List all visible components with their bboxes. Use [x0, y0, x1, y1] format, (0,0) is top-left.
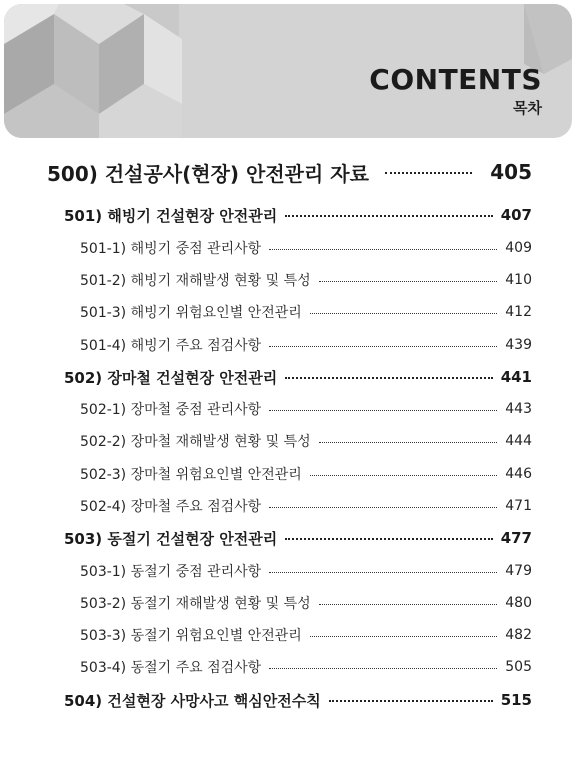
toc-item-504[interactable]	[64, 688, 532, 712]
toc-page: 479	[505, 563, 532, 579]
toc-item-502-3[interactable]	[80, 462, 532, 486]
toc-page: 471	[505, 498, 532, 514]
toc-page: 477	[500, 529, 532, 547]
toc-page: 446	[505, 466, 532, 482]
toc-page: 480	[505, 595, 532, 611]
toc-page: 443	[505, 401, 532, 417]
toc-label: 501-4) 해빙기 주요 점검사항	[80, 338, 262, 354]
leader-dots	[269, 410, 497, 411]
leader-dots	[269, 249, 497, 250]
contents-banner	[4, 4, 572, 138]
toc-item-501-3[interactable]	[80, 300, 532, 324]
leader-dots	[269, 572, 497, 573]
toc-label: 503) 동절기 건설현장 안전관리	[64, 529, 278, 548]
toc-item-501-1[interactable]	[80, 236, 532, 260]
leader-dots	[269, 346, 497, 347]
toc-page: 441	[500, 368, 532, 386]
toc-page: 410	[505, 272, 532, 288]
contents-subtitle: 목차	[513, 99, 542, 117]
toc-page: 444	[505, 433, 532, 449]
leader-dots	[310, 636, 497, 637]
toc-page: 505	[505, 659, 532, 675]
leader-dots	[310, 313, 497, 314]
leader-dots	[285, 215, 492, 217]
contents-title: CONTENTS	[369, 63, 542, 96]
leader-dots	[285, 377, 492, 379]
toc-item-501-4[interactable]	[80, 333, 532, 357]
toc-label: 502-2) 장마철 재해발생 현황 및 특성	[80, 434, 311, 450]
toc-item-503[interactable]	[64, 526, 532, 550]
toc-label: 503-1) 동절기 중점 관리사항	[80, 564, 262, 580]
toc-page: 515	[500, 691, 532, 709]
toc-page: 482	[505, 627, 532, 643]
toc-item-502[interactable]	[64, 365, 532, 389]
toc-item-503-2[interactable]	[80, 591, 532, 615]
toc-label: 501-3) 해빙기 위험요인별 안전관리	[80, 305, 302, 321]
toc-label: 503-2) 동절기 재해발생 현황 및 특성	[80, 596, 311, 612]
toc-label: 501-1) 해빙기 중점 관리사항	[80, 241, 262, 257]
toc-page: 405	[490, 160, 532, 184]
leader-dots	[269, 668, 497, 669]
toc-label: 502-3) 장마철 위험요인별 안전관리	[80, 467, 302, 483]
toc-label: 500) 건설공사(현장) 안전관리 자료	[47, 161, 369, 186]
leader-dots	[329, 700, 493, 702]
toc-label: 502-1) 장마철 중점 관리사항	[80, 402, 262, 418]
toc-item-502-1[interactable]	[80, 397, 532, 421]
toc-page: 439	[505, 337, 532, 353]
leader-dots	[310, 475, 497, 476]
toc-label: 503-3) 동절기 위험요인별 안전관리	[80, 628, 302, 644]
toc-item-501[interactable]	[64, 203, 532, 227]
toc-item-501-2[interactable]	[80, 268, 532, 292]
leader-dots	[319, 604, 498, 605]
leader-dots	[285, 538, 492, 540]
leader-dots	[319, 281, 498, 282]
toc-page: 412	[505, 304, 532, 320]
leader-dots	[269, 507, 497, 508]
toc-page: 409	[505, 240, 532, 256]
toc-item-503-4[interactable]	[80, 655, 532, 679]
toc-item-500[interactable]	[47, 160, 532, 184]
toc-label: 501) 해빙기 건설현장 안전관리	[64, 206, 278, 225]
toc-item-502-4[interactable]	[80, 494, 532, 518]
toc-label: 501-2) 해빙기 재해발생 현황 및 특성	[80, 273, 311, 289]
toc-label: 504) 건설현장 사망사고 핵심안전수칙	[64, 691, 321, 710]
toc-page: 407	[500, 206, 532, 224]
leader-dots	[385, 172, 472, 174]
toc-item-503-3[interactable]	[80, 623, 532, 647]
toc-label: 502-4) 장마철 주요 점검사항	[80, 499, 262, 515]
toc-item-502-2[interactable]	[80, 429, 532, 453]
toc-item-503-1[interactable]	[80, 559, 532, 583]
toc-label: 503-4) 동절기 주요 점검사항	[80, 660, 262, 676]
toc-label: 502) 장마철 건설현장 안전관리	[64, 368, 278, 387]
leader-dots	[319, 442, 498, 443]
